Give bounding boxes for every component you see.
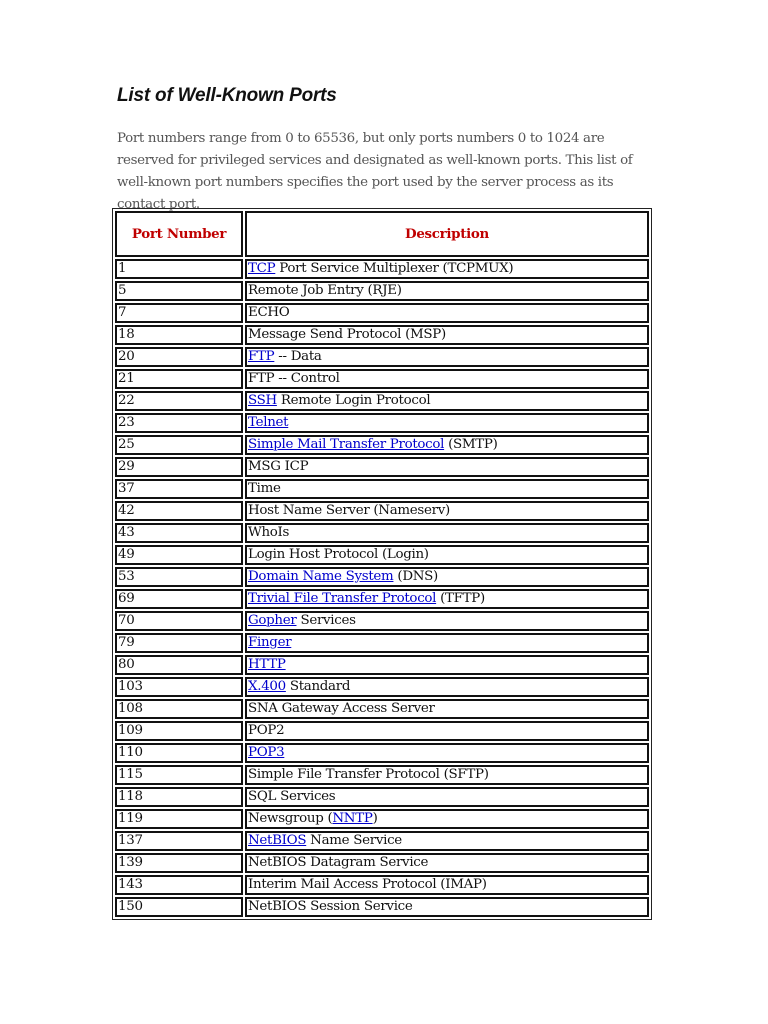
description-cell — [245, 721, 649, 741]
description-cell — [245, 875, 649, 895]
description-cell — [245, 897, 649, 917]
header-description: Description — [245, 211, 649, 257]
table-row — [115, 523, 649, 543]
port-number-cell: 25 — [115, 435, 243, 455]
description-cell — [245, 545, 649, 565]
port-number-cell: 118 — [115, 787, 243, 807]
protocol-link[interactable]: Domain Name System — [248, 569, 394, 584]
port-number-cell: 119 — [115, 809, 243, 829]
port-number-cell: 7 — [115, 303, 243, 323]
description-suffix: (TFTP) — [436, 591, 485, 606]
protocol-link[interactable]: FTP — [248, 349, 275, 364]
table-row — [115, 413, 649, 433]
table-row — [115, 479, 649, 499]
protocol-link[interactable]: SSH — [248, 393, 277, 408]
description-suffix: Name Service — [306, 833, 402, 848]
description-text: WhoIs — [248, 525, 290, 540]
description-text: SQL Services — [248, 789, 336, 804]
table-header-row — [115, 211, 649, 257]
description-cell — [245, 435, 649, 455]
table-row — [115, 303, 649, 323]
description-cell — [245, 391, 649, 411]
protocol-link[interactable]: Gopher — [248, 613, 297, 628]
port-number-cell: 18 — [115, 325, 243, 345]
description-text: Host Name Server (Nameserv) — [248, 503, 450, 518]
description-text: Simple File Transfer Protocol (SFTP) — [248, 767, 489, 782]
description-text: Login Host Protocol (Login) — [248, 547, 429, 562]
protocol-link[interactable]: Finger — [248, 635, 292, 650]
description-cell — [245, 677, 649, 697]
table-row — [115, 325, 649, 345]
table-row — [115, 545, 649, 565]
protocol-link[interactable]: Simple Mail Transfer Protocol — [248, 437, 445, 452]
table-row — [115, 259, 649, 279]
description-text: ECHO — [248, 305, 290, 320]
table-row — [115, 875, 649, 895]
port-number-cell: 79 — [115, 633, 243, 653]
description-suffix: (DNS) — [393, 569, 438, 584]
table-row — [115, 721, 649, 741]
protocol-link[interactable]: X.400 — [248, 679, 286, 694]
table-row — [115, 589, 649, 609]
description-suffix: (SMTP) — [444, 437, 498, 452]
description-cell — [245, 655, 649, 675]
description-cell — [245, 809, 649, 829]
description-cell — [245, 765, 649, 785]
header-port-number: Port Number — [115, 211, 243, 257]
table-row — [115, 281, 649, 301]
port-number-cell: 43 — [115, 523, 243, 543]
description-cell — [245, 589, 649, 609]
description-cell — [245, 611, 649, 631]
protocol-link[interactable]: POP3 — [248, 745, 285, 760]
port-number-cell: 49 — [115, 545, 243, 565]
description-cell — [245, 567, 649, 587]
description-cell — [245, 743, 649, 763]
port-number-cell: 1 — [115, 259, 243, 279]
table-row — [115, 369, 649, 389]
port-number-cell: 70 — [115, 611, 243, 631]
description-cell — [245, 787, 649, 807]
port-number-cell: 150 — [115, 897, 243, 917]
table-row — [115, 457, 649, 477]
port-number-cell: 42 — [115, 501, 243, 521]
port-number-cell: 29 — [115, 457, 243, 477]
description-text: FTP -- Control — [248, 371, 340, 386]
port-number-cell: 143 — [115, 875, 243, 895]
table-row — [115, 347, 649, 367]
description-cell — [245, 259, 649, 279]
port-number-cell: 22 — [115, 391, 243, 411]
description-text: Interim Mail Access Protocol (IMAP) — [248, 877, 487, 892]
port-number-cell: 137 — [115, 831, 243, 851]
table-row — [115, 435, 649, 455]
description-cell — [245, 831, 649, 851]
description-cell — [245, 479, 649, 499]
description-cell — [245, 699, 649, 719]
description-text: NetBIOS Datagram Service — [248, 855, 429, 870]
page-title: List of Well-Known Ports — [117, 85, 337, 106]
ports-table — [112, 208, 652, 920]
port-number-cell: 5 — [115, 281, 243, 301]
port-number-cell: 23 — [115, 413, 243, 433]
description-suffix: Remote Login Protocol — [276, 393, 431, 408]
table-row — [115, 501, 649, 521]
table-row — [115, 897, 649, 917]
description-text: Message Send Protocol (MSP) — [248, 327, 446, 342]
description-cell — [245, 413, 649, 433]
port-number-cell: 115 — [115, 765, 243, 785]
description-cell — [245, 325, 649, 345]
description-suffix: Services — [296, 613, 356, 628]
port-number-cell: 69 — [115, 589, 243, 609]
protocol-link[interactable]: NetBIOS — [248, 833, 307, 848]
description-cell — [245, 633, 649, 653]
table-row — [115, 391, 649, 411]
description-cell — [245, 523, 649, 543]
protocol-link[interactable]: Telnet — [248, 415, 289, 430]
protocol-link[interactable]: Trivial File Transfer Protocol — [248, 591, 437, 606]
port-number-cell: 108 — [115, 699, 243, 719]
port-number-cell: 37 — [115, 479, 243, 499]
port-number-cell: 80 — [115, 655, 243, 675]
intro-paragraph: Port numbers range from 0 to 65536, but only ports numbers 0 to 1024 are reserved for privileged services and designated as well-known ports. This list of well-known port numbers specifies the port used by the server process as its contact port. — [117, 131, 633, 212]
table-row — [115, 853, 649, 873]
ports-table-body — [115, 259, 649, 917]
protocol-link[interactable]: TCP — [248, 261, 276, 276]
description-cell — [245, 457, 649, 477]
table-row — [115, 677, 649, 697]
table-row — [115, 699, 649, 719]
table-row — [115, 567, 649, 587]
description-suffix: ) — [372, 811, 378, 826]
description-cell — [245, 369, 649, 389]
description-text: MSG ICP — [248, 459, 309, 474]
description-text: Newsgroup ( — [248, 811, 333, 826]
port-number-cell: 109 — [115, 721, 243, 741]
description-text: Time — [248, 481, 281, 496]
table-row — [115, 765, 649, 785]
table-row — [115, 611, 649, 631]
table-row — [115, 809, 649, 829]
description-cell — [245, 303, 649, 323]
port-number-cell: 110 — [115, 743, 243, 763]
port-number-cell: 103 — [115, 677, 243, 697]
protocol-link[interactable]: HTTP — [248, 657, 286, 672]
description-cell — [245, 281, 649, 301]
table-row — [115, 787, 649, 807]
table-row — [115, 831, 649, 851]
table-row — [115, 633, 649, 653]
description-text: NetBIOS Session Service — [248, 899, 413, 914]
port-number-cell: 20 — [115, 347, 243, 367]
description-cell — [245, 501, 649, 521]
description-text: POP2 — [248, 723, 285, 738]
port-number-cell: 53 — [115, 567, 243, 587]
description-suffix: Port Service Multiplexer (TCPMUX) — [275, 261, 514, 276]
description-suffix: Standard — [285, 679, 351, 694]
port-number-cell: 139 — [115, 853, 243, 873]
description-text: Remote Job Entry (RJE) — [248, 283, 402, 298]
table-row — [115, 743, 649, 763]
description-suffix: -- Data — [274, 349, 322, 364]
description-text: SNA Gateway Access Server — [248, 701, 435, 716]
description-cell — [245, 853, 649, 873]
table-row — [115, 655, 649, 675]
description-cell — [245, 347, 649, 367]
protocol-link[interactable]: NNTP — [332, 811, 373, 826]
port-number-cell: 21 — [115, 369, 243, 389]
